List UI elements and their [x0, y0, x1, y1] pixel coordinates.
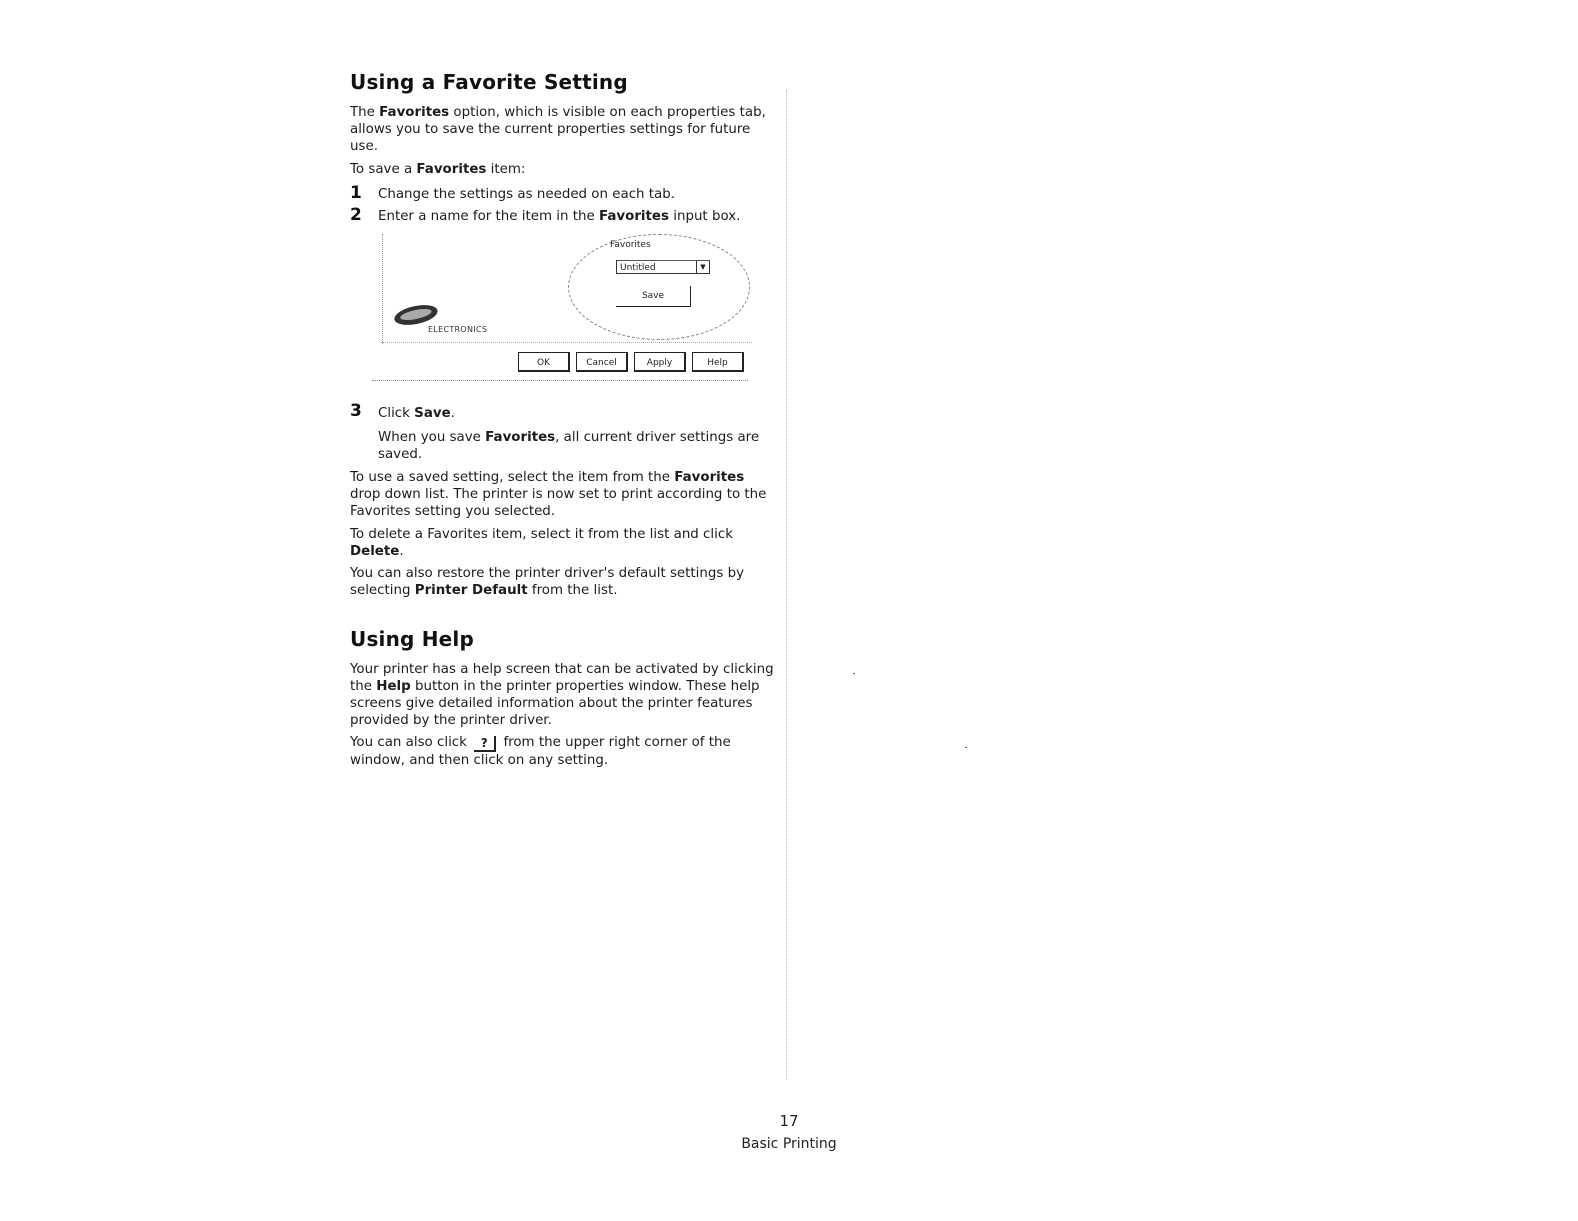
step-number-1: 1 — [350, 183, 362, 203]
apply-button[interactable]: Apply — [634, 352, 686, 372]
use-saved-paragraph: To use a saved setting, select the item from the Favorites drop down list. The printer is now set to print according to the Favorites setting you selected. — [350, 470, 767, 519]
scan-speck — [965, 747, 967, 748]
step-text-1: Change the settings as needed on each tab. — [378, 187, 676, 202]
to-save-line: To save a Favorites item: — [350, 162, 526, 177]
step3-note: When you save Favorites, all current driver settings are saved. — [378, 430, 760, 462]
help-question-icon: ? — [474, 736, 496, 752]
logo-caption: ELECTRONICS — [428, 325, 488, 334]
favorites-label: Favorites — [610, 240, 651, 250]
favorites-dropdown-value: Untitled — [620, 263, 656, 273]
chapter-title: Basic Printing — [741, 1136, 837, 1152]
favorites-intro: The Favorites option, which is visible on each properties tab, allows you to save the current properties settings for future use. — [350, 105, 766, 154]
favorites-dropdown[interactable] — [616, 260, 710, 274]
delete-paragraph: To delete a Favorites item, select it from the list and click Delete. — [350, 527, 733, 559]
help-button[interactable]: Help — [692, 352, 744, 372]
step-number-3: 3 — [350, 401, 362, 421]
favorites-dialog-figure — [372, 228, 752, 384]
section-heading-favorites: Using a Favorite Setting — [350, 70, 628, 94]
step-number-2: 2 — [350, 205, 362, 225]
step-text-2: Enter a name for the item in the Favorites input box. — [378, 209, 741, 224]
margin-dotted-rule — [786, 90, 787, 1080]
step-text-3: Click Save. — [378, 406, 455, 421]
page-number: 17 — [779, 1112, 799, 1130]
figure-bottom-edge — [372, 380, 748, 381]
ok-button[interactable]: OK — [518, 352, 570, 372]
cancel-button[interactable]: Cancel — [576, 352, 628, 372]
scan-speck — [853, 673, 855, 674]
section-heading-help: Using Help — [350, 627, 474, 651]
chevron-down-icon[interactable]: ▼ — [696, 261, 709, 273]
favorites-save-button[interactable]: Save — [616, 286, 691, 307]
restore-paragraph: You can also restore the printer driver's default settings by selecting Printer Default from the list. — [350, 566, 745, 598]
help-icon-paragraph: You can also click ? from the upper right corner of the window, and then click on any setting. — [350, 735, 731, 768]
help-paragraph: Your printer has a help screen that can be activated by clicking the Help button in the printer properties window. These help screens give detailed information about the printer features provided by the printer driver. — [350, 662, 774, 728]
figure-left-edge — [382, 234, 383, 344]
figure-separator — [382, 342, 752, 343]
